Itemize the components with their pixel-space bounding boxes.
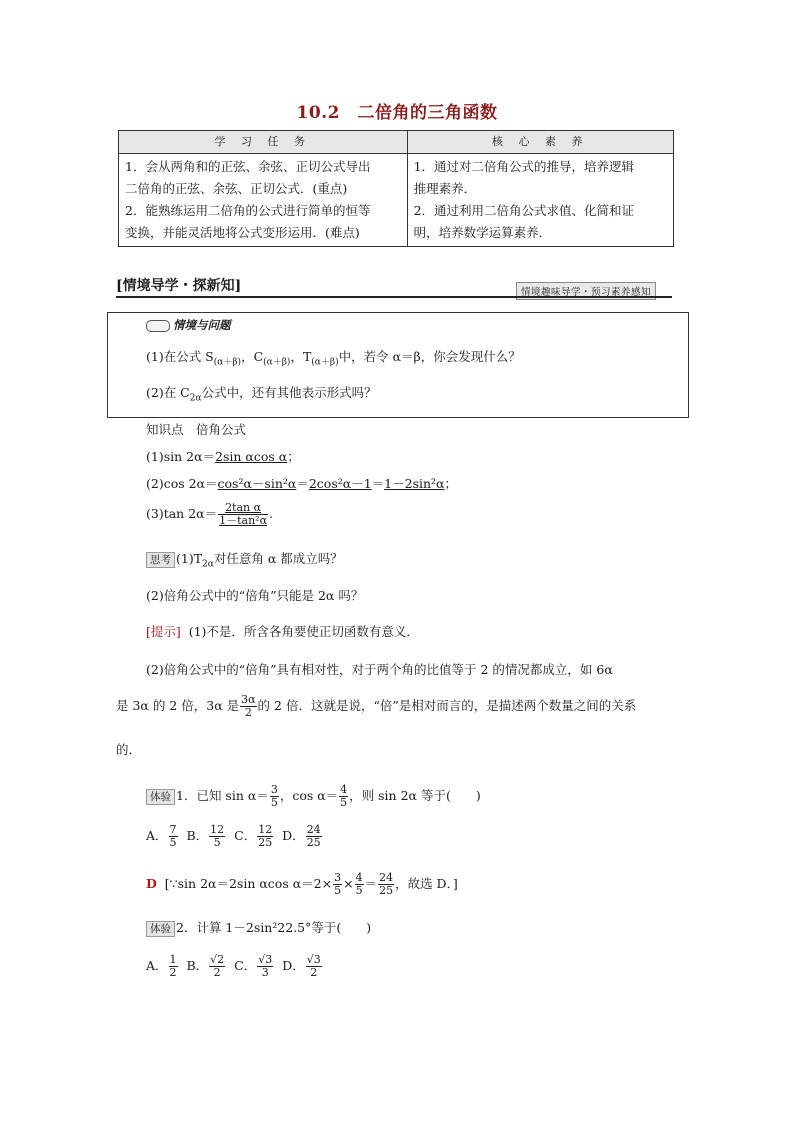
exercise-1-solution: D [∵sin 2α＝2sin αcos α＝2× $\frac{3}{5}$ × $\frac{4}{5}$ ＝ $\frac{24}{25}$ ，故选 D．]: [146, 871, 458, 897]
literacy-1a: 1．通过对二倍角公式的推导，培养逻辑: [413, 159, 635, 174]
exercise-1-options: A． $\frac{7}{5}$ B． $\frac{12}{5}$ C． $\frac{12}{25}$ D． $\frac{24}{25}$: [146, 823, 321, 849]
goals-table: [118, 130, 674, 247]
situation-heading: 情境与问题: [146, 317, 231, 333]
hint-1: [提示] (1)不是．所含各角要使正切函数有意义．: [146, 624, 419, 639]
task-1b: 二倍角的正弦、余弦、正切公式．(重点): [125, 181, 348, 196]
goals-task-cell: [119, 154, 408, 247]
exercise-1-answer: D: [146, 876, 157, 891]
think-q1: 思考 $(1)T_{2\alpha}$对任意角 α 都成立吗？: [146, 549, 343, 570]
exercise-1-tag: 体验: [146, 789, 175, 805]
task-2b: 变换，并能灵活地将公式变形运用．(难点): [125, 225, 360, 240]
hint-tag: [提示]: [146, 624, 181, 639]
knowledge-heading: 知识点 倍角公式: [146, 422, 247, 437]
exercise-2-tag: 体验: [146, 921, 175, 937]
hint-2c: 的．: [116, 742, 142, 757]
situation-q1: (1)在公式 $S_{(\alpha+\beta)}$，$C_{(\alpha+\beta)}$，$T_{(\alpha+\beta)}$中，若令 α＝β，你会发现什么？: [146, 349, 521, 368]
hint-2b: 是 3α 的 2 倍，3α 是 $\frac{3\alpha}{2}$ 的 2 倍．这就是说，“倍”是相对而言的，是描述两个数量之间的关系: [116, 693, 637, 719]
exercise-2-options: A． $\frac{1}{2}$ B． $\frac{√2}{2}$ C． $\frac{√3}{3}$ D． $\frac{√3}{2}$: [146, 953, 321, 979]
formula-tan: (3)tan 2α＝ $\frac{\text{2tan α}}{\text{1－tan²α}}$ .: [146, 501, 273, 527]
hint-2a: (2)倍角公式中的“倍角”具有相对性，对于两个角的比值等于 2 的情况都成立，如 6α: [146, 662, 613, 677]
think-q2: (2)倍角公式中的“倍角”只能是 2α 吗？: [146, 588, 364, 603]
literacy-2a: 2．通过利用二倍角公式求值、化简和证: [413, 203, 635, 218]
goals-header-task: 学 习 任 务: [119, 131, 408, 154]
situation-q2: (2)在 $C_{2\alpha}$公式中，还有其他表示形式吗？: [146, 385, 377, 404]
page-title: 10.2 二倍角的三角函数: [296, 103, 498, 123]
section-divider: [116, 296, 672, 298]
formula-cos: (2)cos 2α＝cos²α－sin²α＝2cos²α－1＝1－2sin²α；: [146, 476, 458, 491]
exercise-1-stem: 体验 1．已知 sin α＝ $\frac{3}{5}$ ，cos α＝ $\frac{4}{5}$ ，则 sin 2α 等于( ): [146, 784, 481, 809]
goals-header-literacy: 核 心 素 养: [407, 131, 673, 154]
formula-sin: (1)sin 2α＝2sin αcos α；: [146, 449, 300, 464]
section-heading: [情境导学・探新知]: [116, 278, 242, 294]
think-tag: 思考: [146, 552, 175, 568]
exercise-2-stem: 体验 2．计算 1－2sin²22.5°等于( ): [146, 918, 371, 937]
goals-literacy-cell: [407, 154, 673, 247]
section-tag: 情境趣味导学・预习素养感知: [516, 282, 656, 300]
pencil-icon: [146, 320, 170, 332]
literacy-2b: 明，培养数学运算素养．: [413, 225, 552, 240]
literacy-1b: 推理素养．: [413, 181, 477, 196]
tan-fraction: $\frac{\text{2tan α}}{\text{1－tan²α}}$: [219, 501, 268, 527]
task-2a: 2．能熟练运用二倍角的公式进行简单的恒等: [125, 203, 371, 218]
task-1a: 1．会从两角和的正弦、余弦、正切公式导出: [125, 159, 371, 174]
